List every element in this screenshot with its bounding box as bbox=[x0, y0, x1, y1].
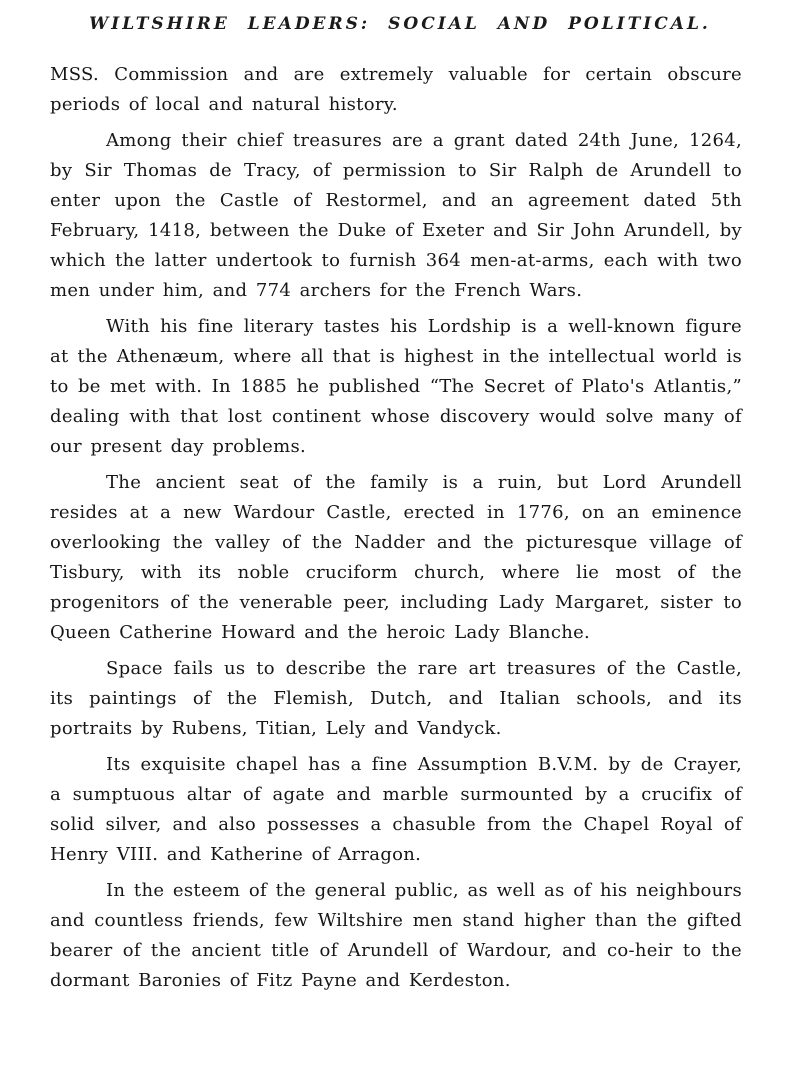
paragraph: The ancient seat of the family is a ruin, but Lord Arundell resides at a new Wardour Castle, erected in 1776, on an eminence overlooking the valley of the Nadder and the picturesque village of Tisbury, with its noble cruciform church, where lie most of the progenitors of the venerable peer, including Lady Margaret, sister to Queen Catherine Howard and the heroic Lady Blanche. bbox=[50, 472, 742, 643]
paragraph: MSS. Commission and are extremely valuable for certain obscure periods of local and natural history. bbox=[50, 64, 742, 115]
paragraph: With his fine literary tastes his Lordship is a well-known figure at the Athenæum, where all that is highest in the intellectual world is to be met with. In 1885 he published “The Secret of Plato's Atlantis,” dealing with that lost continent whose discovery would solve many of our present day problems. bbox=[50, 316, 742, 457]
paragraph: Its exquisite chapel has a fine Assumption B.V.M. by de Crayer, a sumptuous altar of agate and marble surmounted by a crucifix of solid silver, and also possesses a chasuble from the Chapel Royal of Henry VIII. and Katherine of Arragon. bbox=[50, 754, 742, 865]
paragraph: Space fails us to describe the rare art treasures of the Castle, its paintings of the Flemish, Dutch, and Italian schools, and its portraits by Rubens, Titian, Lely and Vandyck. bbox=[50, 658, 742, 739]
paragraph: In the esteem of the general public, as well as of his neighbours and countless friends, few Wiltshire men stand higher than the gifted bearer of the ancient title of Arundell of Wardour, and co-heir to the dormant Baronies of Fitz Payne and Kerdeston. bbox=[50, 880, 742, 991]
running-header: WILTSHIRE LEADERS: SOCIAL AND POLITICAL. bbox=[89, 14, 711, 34]
paragraph: Among their chief treasures are a grant dated 24th June, 1264, by Sir Thomas de Tracy, of permission to Sir Ralph de Arundell to enter upon the Castle of Restormel, and an agreement dated 5th February, 1418, between the Duke of Exeter and Sir John Arundell, by which the latter undertook to furnish 364 men-at-arms, each with two men under him, and 774 archers for the French Wars. bbox=[50, 130, 742, 301]
body-text bbox=[0, 60, 800, 996]
